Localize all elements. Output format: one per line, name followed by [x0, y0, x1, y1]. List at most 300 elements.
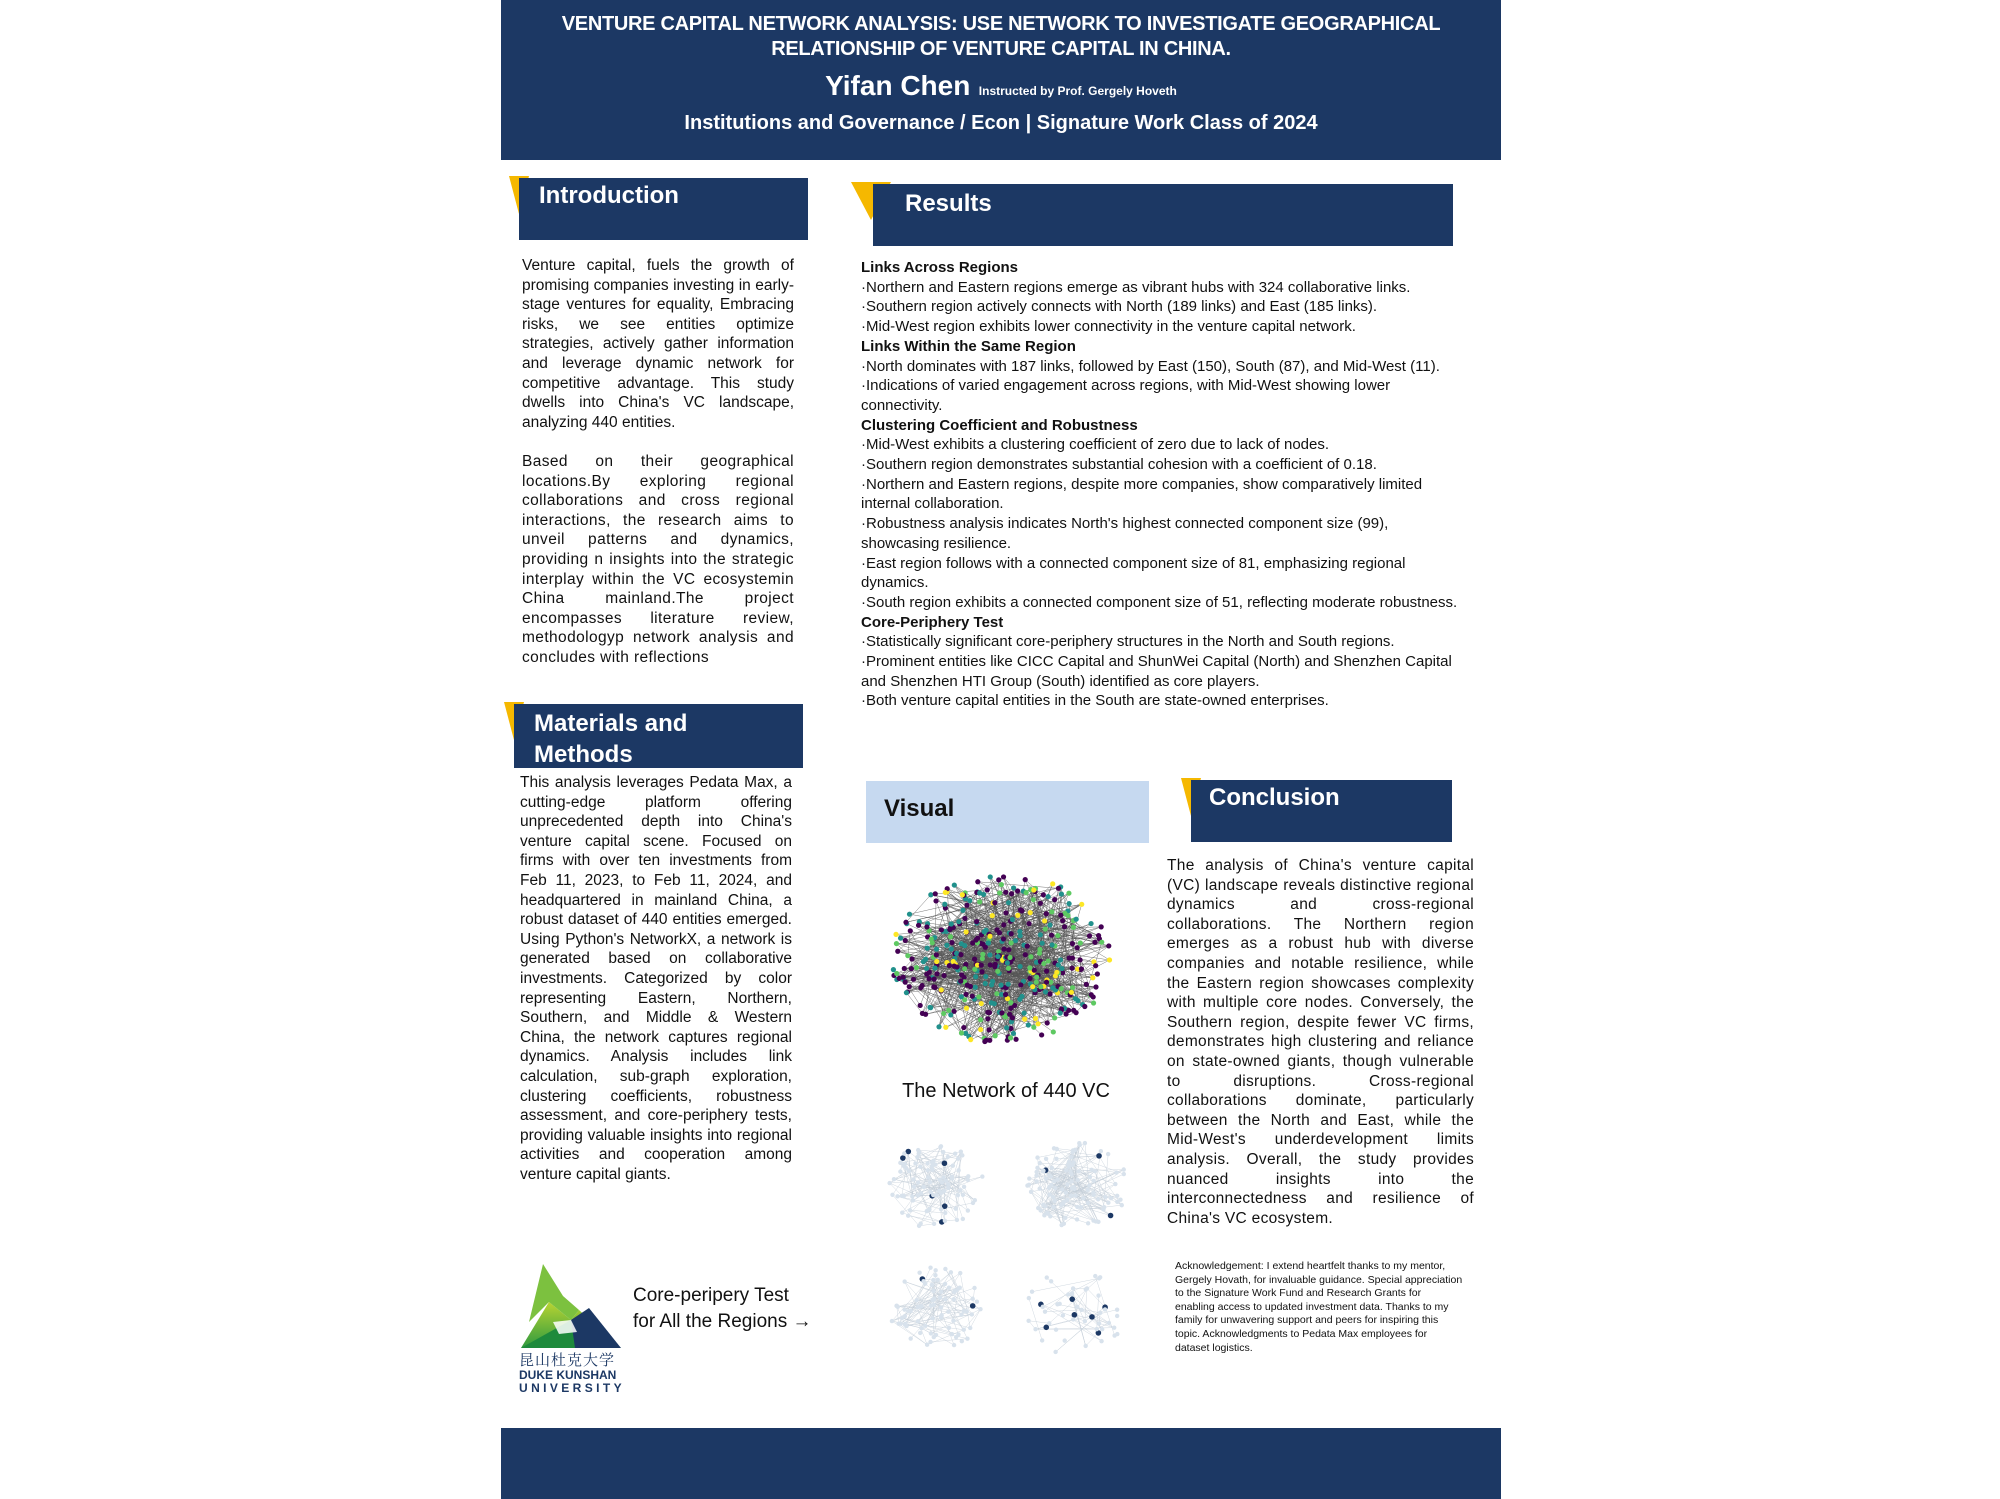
- core-node: [970, 1303, 976, 1309]
- network-node: [909, 966, 914, 971]
- introduction-heading: Introduction: [539, 182, 679, 209]
- network-node: [943, 890, 948, 895]
- network-node: [943, 1211, 947, 1215]
- network-node: [1063, 1216, 1067, 1220]
- network-node: [1114, 1170, 1118, 1174]
- network-node: [1106, 1152, 1110, 1156]
- results-heading: Results: [905, 190, 992, 217]
- network-node: [1096, 1293, 1100, 1297]
- network-node: [972, 1286, 976, 1290]
- author-line: [501, 70, 1501, 102]
- network-node: [1018, 982, 1023, 987]
- network-node: [972, 967, 977, 972]
- network-node: [918, 1331, 922, 1335]
- network-node: [1009, 891, 1014, 896]
- network-node: [968, 1326, 972, 1330]
- network-node: [1047, 1321, 1051, 1325]
- network-node: [904, 990, 909, 995]
- network-node: [1057, 1302, 1061, 1306]
- network-node: [928, 1265, 932, 1269]
- network-node: [1006, 966, 1011, 971]
- network-node: [946, 1155, 950, 1159]
- network-node: [978, 1017, 983, 1022]
- network-node: [916, 923, 921, 928]
- introduction-banner: [519, 178, 808, 240]
- network-node: [1049, 933, 1054, 938]
- network-node: [1053, 1186, 1057, 1190]
- network-node: [931, 1278, 935, 1282]
- network-node: [1030, 1289, 1034, 1293]
- mountain-logo-icon: [519, 1262, 623, 1350]
- network-node: [970, 1297, 974, 1301]
- network-node: [903, 979, 908, 984]
- network-node: [1096, 1197, 1100, 1201]
- network-node: [943, 1219, 947, 1223]
- network-node: [1035, 1155, 1039, 1159]
- methods-heading-line-2: Methods: [534, 741, 633, 768]
- network-node: [923, 957, 928, 962]
- network-node: [947, 1285, 951, 1289]
- network-node: [918, 985, 923, 990]
- network-node: [1079, 1308, 1083, 1312]
- network-node: [1045, 1020, 1050, 1025]
- network-node: [1011, 885, 1016, 890]
- network-node: [1067, 955, 1072, 960]
- network-node: [1112, 1333, 1116, 1337]
- network-node: [941, 1011, 946, 1016]
- network-node: [1028, 954, 1033, 959]
- network-node: [959, 972, 964, 977]
- network-node: [930, 1283, 934, 1287]
- network-node: [1046, 894, 1051, 899]
- network-node: [1027, 1176, 1031, 1180]
- network-node: [937, 1189, 941, 1193]
- network-node: [908, 1208, 912, 1212]
- network-node: [985, 887, 990, 892]
- network-node: [1049, 942, 1054, 947]
- results-bullet: ·Indications of varied engagement across regions, with Mid-West showing lower connectivity.: [861, 377, 1391, 414]
- network-node: [998, 983, 1003, 988]
- network-node: [931, 1289, 935, 1293]
- network-node: [933, 1273, 937, 1277]
- visual-heading: Visual: [884, 795, 955, 822]
- visual-banner: [866, 781, 1149, 843]
- network-node: [1038, 901, 1043, 906]
- network-node: [1070, 941, 1075, 946]
- network-node: [946, 1186, 950, 1190]
- network-node: [1106, 1201, 1110, 1205]
- results-body: [861, 258, 1461, 711]
- network-node: [902, 1151, 906, 1155]
- network-node: [916, 1180, 920, 1184]
- network-node: [1043, 1309, 1047, 1313]
- network-node: [951, 959, 956, 964]
- network-node: [949, 940, 954, 945]
- network-node: [1017, 929, 1022, 934]
- network-node: [1027, 1183, 1031, 1187]
- network-node: [1031, 887, 1036, 892]
- network-node: [934, 959, 939, 964]
- network-node: [1081, 1196, 1085, 1200]
- network-node: [1044, 1176, 1048, 1180]
- network-node: [1051, 1205, 1055, 1209]
- network-node: [944, 943, 949, 948]
- network-node: [983, 945, 988, 950]
- network-node: [1076, 1169, 1080, 1173]
- network-node: [1047, 1186, 1051, 1190]
- network-node: [979, 963, 984, 968]
- network-node: [1034, 1179, 1038, 1183]
- network-node: [1024, 890, 1029, 895]
- network-node: [896, 1321, 900, 1325]
- results-subheading: Clustering Coefficient and Robustness: [861, 416, 1138, 434]
- network-node: [1098, 1275, 1102, 1279]
- network-edge: [1045, 1288, 1073, 1311]
- network-node: [988, 962, 993, 967]
- network-node: [905, 953, 910, 958]
- network-node: [989, 1000, 994, 1005]
- network-node: [1011, 1031, 1016, 1036]
- network-node: [929, 1331, 933, 1335]
- network-node: [1084, 982, 1089, 987]
- network-node: [1027, 976, 1032, 981]
- network-node: [1086, 1201, 1090, 1205]
- network-node: [1062, 1200, 1066, 1204]
- network-node: [968, 1037, 973, 1042]
- network-node: [1045, 1275, 1049, 1279]
- core-test-caption-line-2: for All the Regions →: [633, 1311, 812, 1332]
- network-node: [1089, 992, 1094, 997]
- network-node: [1077, 957, 1082, 962]
- network-node: [898, 936, 903, 941]
- network-node: [1023, 952, 1028, 957]
- network-node: [1093, 984, 1098, 989]
- network-node: [933, 891, 938, 896]
- network-node: [1032, 968, 1037, 973]
- network-node: [1003, 890, 1008, 895]
- network-node: [923, 1012, 928, 1017]
- core-node: [1096, 1153, 1102, 1159]
- network-node: [895, 1194, 899, 1198]
- network-node: [980, 952, 985, 957]
- network-node: [1071, 1317, 1075, 1321]
- network-node: [1107, 957, 1112, 962]
- network-node: [949, 946, 954, 951]
- subgraph-east: [881, 1135, 991, 1235]
- network-node: [1074, 917, 1079, 922]
- network-node: [952, 882, 957, 887]
- core-node: [1089, 1314, 1095, 1320]
- network-node: [939, 1290, 943, 1294]
- subgraph-north: [1021, 1135, 1131, 1235]
- network-node: [927, 1207, 931, 1211]
- network-node: [956, 1168, 960, 1172]
- network-node: [1015, 913, 1020, 918]
- network-edge: [1085, 1288, 1087, 1321]
- network-node: [1062, 1222, 1066, 1226]
- network-node: [1070, 1150, 1074, 1154]
- network-node: [1055, 933, 1060, 938]
- network-node: [1092, 940, 1097, 945]
- network-node: [947, 963, 952, 968]
- network-node: [1009, 940, 1014, 945]
- network-node: [911, 1198, 915, 1202]
- network-node: [915, 1298, 919, 1302]
- network-node: [1033, 1327, 1037, 1331]
- network-node: [952, 1343, 956, 1347]
- network-node: [1003, 992, 1008, 997]
- network-node: [1122, 1167, 1126, 1171]
- network-node: [941, 973, 946, 978]
- network-node: [1058, 913, 1063, 918]
- network-node: [979, 969, 984, 974]
- network-node: [959, 1030, 964, 1035]
- network-node: [917, 1224, 921, 1228]
- network-node: [1041, 892, 1046, 897]
- network-node: [1059, 891, 1064, 896]
- program-line: Institutions and Governance / Econ | Signature Work Class of 2024: [684, 112, 1318, 134]
- network-node: [892, 1177, 896, 1181]
- results-banner: [873, 184, 1453, 246]
- network-node: [973, 974, 978, 979]
- network-node: [1069, 990, 1074, 995]
- network-node: [1029, 1190, 1033, 1194]
- network-node: [956, 1193, 960, 1197]
- network-node: [983, 981, 988, 986]
- network-node: [983, 974, 988, 979]
- network-node: [1095, 1327, 1099, 1331]
- network-node: [1001, 947, 1006, 952]
- network-node: [1083, 1344, 1087, 1348]
- network-node: [987, 1010, 992, 1015]
- network-node: [961, 1025, 966, 1030]
- network-node: [926, 1168, 930, 1172]
- network-node: [928, 892, 933, 897]
- network-node: [1051, 1029, 1056, 1034]
- network-node: [941, 1150, 945, 1154]
- network-node: [1038, 1161, 1042, 1165]
- network-node: [964, 929, 969, 934]
- network-node: [925, 1343, 929, 1347]
- network-node: [962, 1185, 966, 1189]
- methods-paragraph: This analysis leverages Pedata Max, a cutting-edge platform offering unprecedented depth into China's venture capital scene. Focused on firms with over ten investments from Feb 11, 2023, to Feb 11, 2024, and headquartered in mainland China, a robust dataset of 440 entities emerged. Using Python's NetworkX, a network is generated based on collaborative investments. Categorized by color representing Eastern, Northern, Southern, and Middle & Western China, the network captures regional dynamics. Analysis includes link calculation, sub-graph exploration, clustering coefficients, robustness assessment, and core-periphery tests, providing valuable insights into regional activities and cooperation among venture capital giants.: [520, 774, 792, 1183]
- network-node: [912, 1185, 916, 1189]
- network-node: [1073, 1193, 1077, 1197]
- network-node: [903, 938, 908, 943]
- network-node: [906, 1309, 910, 1313]
- network-node: [987, 952, 992, 957]
- network-node: [930, 1316, 934, 1320]
- network-node: [1054, 970, 1059, 975]
- methods-heading-line-1: Materials and: [534, 710, 688, 737]
- network-node: [906, 1213, 910, 1217]
- network-node: [915, 1155, 919, 1159]
- network-node: [994, 927, 999, 932]
- network-node: [925, 946, 930, 951]
- methods-heading-block: [504, 702, 804, 768]
- network-node: [895, 949, 900, 954]
- network-node: [1017, 964, 1022, 969]
- network-node: [1054, 1328, 1058, 1332]
- network-node: [959, 1150, 963, 1154]
- network-node: [902, 1279, 906, 1283]
- core-test-caption: [633, 1283, 833, 1335]
- network-node: [1109, 1196, 1113, 1200]
- network-node: [932, 965, 937, 970]
- network-node: [933, 1268, 937, 1272]
- network-node: [1017, 997, 1022, 1002]
- network-node: [932, 1335, 936, 1339]
- network-node: [894, 941, 899, 946]
- network-node: [1001, 936, 1006, 941]
- network-node: [1066, 891, 1071, 896]
- network-node: [934, 946, 939, 951]
- network-node: [1043, 1204, 1047, 1208]
- network-node: [1034, 1170, 1038, 1174]
- network-node: [1099, 924, 1104, 929]
- network-node: [1112, 1325, 1116, 1329]
- network-node: [1010, 917, 1015, 922]
- network-edge: [970, 1309, 980, 1328]
- network-node: [898, 1161, 902, 1165]
- network-node: [923, 1281, 927, 1285]
- network-node: [1044, 969, 1049, 974]
- network-node: [900, 1210, 904, 1214]
- network-node: [1091, 1000, 1096, 1005]
- network-node: [1064, 1168, 1068, 1172]
- network-node: [1013, 1037, 1018, 1042]
- network-node: [1052, 1199, 1056, 1203]
- network-node: [1122, 1172, 1126, 1176]
- network-node: [1088, 921, 1093, 926]
- network-node: [978, 1307, 982, 1311]
- author-name: Yifan Chen: [825, 70, 971, 101]
- network-node: [982, 1039, 987, 1044]
- network-node: [962, 966, 967, 971]
- network-node: [1027, 965, 1032, 970]
- network-node: [1075, 1205, 1079, 1209]
- header-banner: [501, 0, 1501, 160]
- network-node: [1094, 1219, 1098, 1223]
- instructor: Instructed by Prof. Gergely Hoveth: [978, 84, 1177, 98]
- network-node: [1079, 902, 1084, 907]
- core-node: [942, 1160, 948, 1166]
- network-node: [943, 1297, 947, 1301]
- network-node: [1106, 943, 1111, 948]
- network-node: [994, 991, 999, 996]
- network-node: [1071, 1008, 1076, 1013]
- network-node: [959, 1312, 963, 1316]
- network-node: [948, 1012, 953, 1017]
- network-node: [917, 1270, 921, 1274]
- network-node: [1037, 951, 1042, 956]
- network-node: [891, 967, 896, 972]
- results-bullet: ·Robustness analysis indicates North's highest connected component size (99), showcasing resilience.: [861, 515, 1389, 552]
- network-node: [1046, 1212, 1050, 1216]
- network-edge: [906, 895, 931, 923]
- network-node: [1009, 931, 1014, 936]
- network-node: [989, 982, 994, 987]
- network-node: [1043, 926, 1048, 931]
- network-graph: [881, 858, 1121, 1058]
- network-node: [1007, 1012, 1012, 1017]
- network-node: [1035, 1021, 1040, 1026]
- subgraph-south: [881, 1260, 991, 1360]
- network-node: [909, 956, 914, 961]
- network-node: [918, 1164, 922, 1168]
- network-node: [939, 1313, 943, 1317]
- network-node: [970, 994, 975, 999]
- introduction-paragraph-1: Venture capital, fuels the growth of promising companies investing in early-stage ventures for equality, Embracing risks, we see entities optimize strategies, actively gather information and leverage dynamic network for competitive advantage. This study dwells into China's VC landscape, analyzing 440 entities.: [522, 257, 794, 431]
- network-node: [960, 908, 965, 913]
- subgraph-midwest: [1021, 1262, 1131, 1362]
- network-node: [1023, 877, 1028, 882]
- network-node: [1082, 1004, 1087, 1009]
- network-node: [908, 928, 913, 933]
- core-node: [1043, 1325, 1049, 1331]
- network-node: [932, 985, 937, 990]
- network-node: [954, 951, 959, 956]
- network-node: [958, 1271, 962, 1275]
- network-node: [1034, 975, 1039, 980]
- network-node: [1056, 962, 1061, 967]
- network-node: [1044, 980, 1049, 985]
- network-node: [898, 1169, 902, 1173]
- network-node: [930, 940, 935, 945]
- network-node: [958, 979, 963, 984]
- network-node: [934, 971, 939, 976]
- network-node: [916, 1319, 920, 1323]
- network-node: [1070, 966, 1075, 971]
- network-node: [943, 1267, 947, 1271]
- network-node: [1095, 971, 1100, 976]
- network-edge: [1029, 1321, 1050, 1324]
- network-node: [1041, 961, 1046, 966]
- network-node: [1064, 1190, 1068, 1194]
- network-node: [960, 1339, 964, 1343]
- network-node: [958, 1285, 962, 1289]
- network-node: [903, 920, 908, 925]
- network-node: [896, 1305, 900, 1309]
- network-node: [1067, 901, 1072, 906]
- network-node: [903, 1323, 907, 1327]
- network-node: [952, 1297, 956, 1301]
- network-node: [975, 1300, 979, 1304]
- network-node: [902, 1307, 906, 1311]
- network-node: [1060, 918, 1065, 923]
- network-node: [902, 1162, 906, 1166]
- network-node: [972, 957, 977, 962]
- network-node: [1006, 982, 1011, 987]
- network-node: [1058, 1011, 1063, 1016]
- network-node: [964, 903, 969, 908]
- network-node: [939, 927, 944, 932]
- results-bullet: ·Southern region demonstrates substantial cohesion with a coefficient of 0.18.: [861, 456, 1377, 474]
- network-node: [893, 932, 898, 937]
- results-bullet: ·North dominates with 187 links, followed by East (150), South (87), and Mid-West (11).: [861, 357, 1440, 375]
- network-node: [1115, 1307, 1119, 1311]
- network-node: [938, 1295, 942, 1299]
- network-node: [985, 1016, 990, 1021]
- network-node: [924, 924, 929, 929]
- network-node: [1078, 940, 1083, 945]
- network-node: [1120, 1203, 1124, 1207]
- network-node: [925, 1161, 929, 1165]
- network-node: [955, 1218, 959, 1222]
- network-node: [986, 1027, 991, 1032]
- network-node: [1113, 1182, 1117, 1186]
- network-node: [1097, 1321, 1101, 1325]
